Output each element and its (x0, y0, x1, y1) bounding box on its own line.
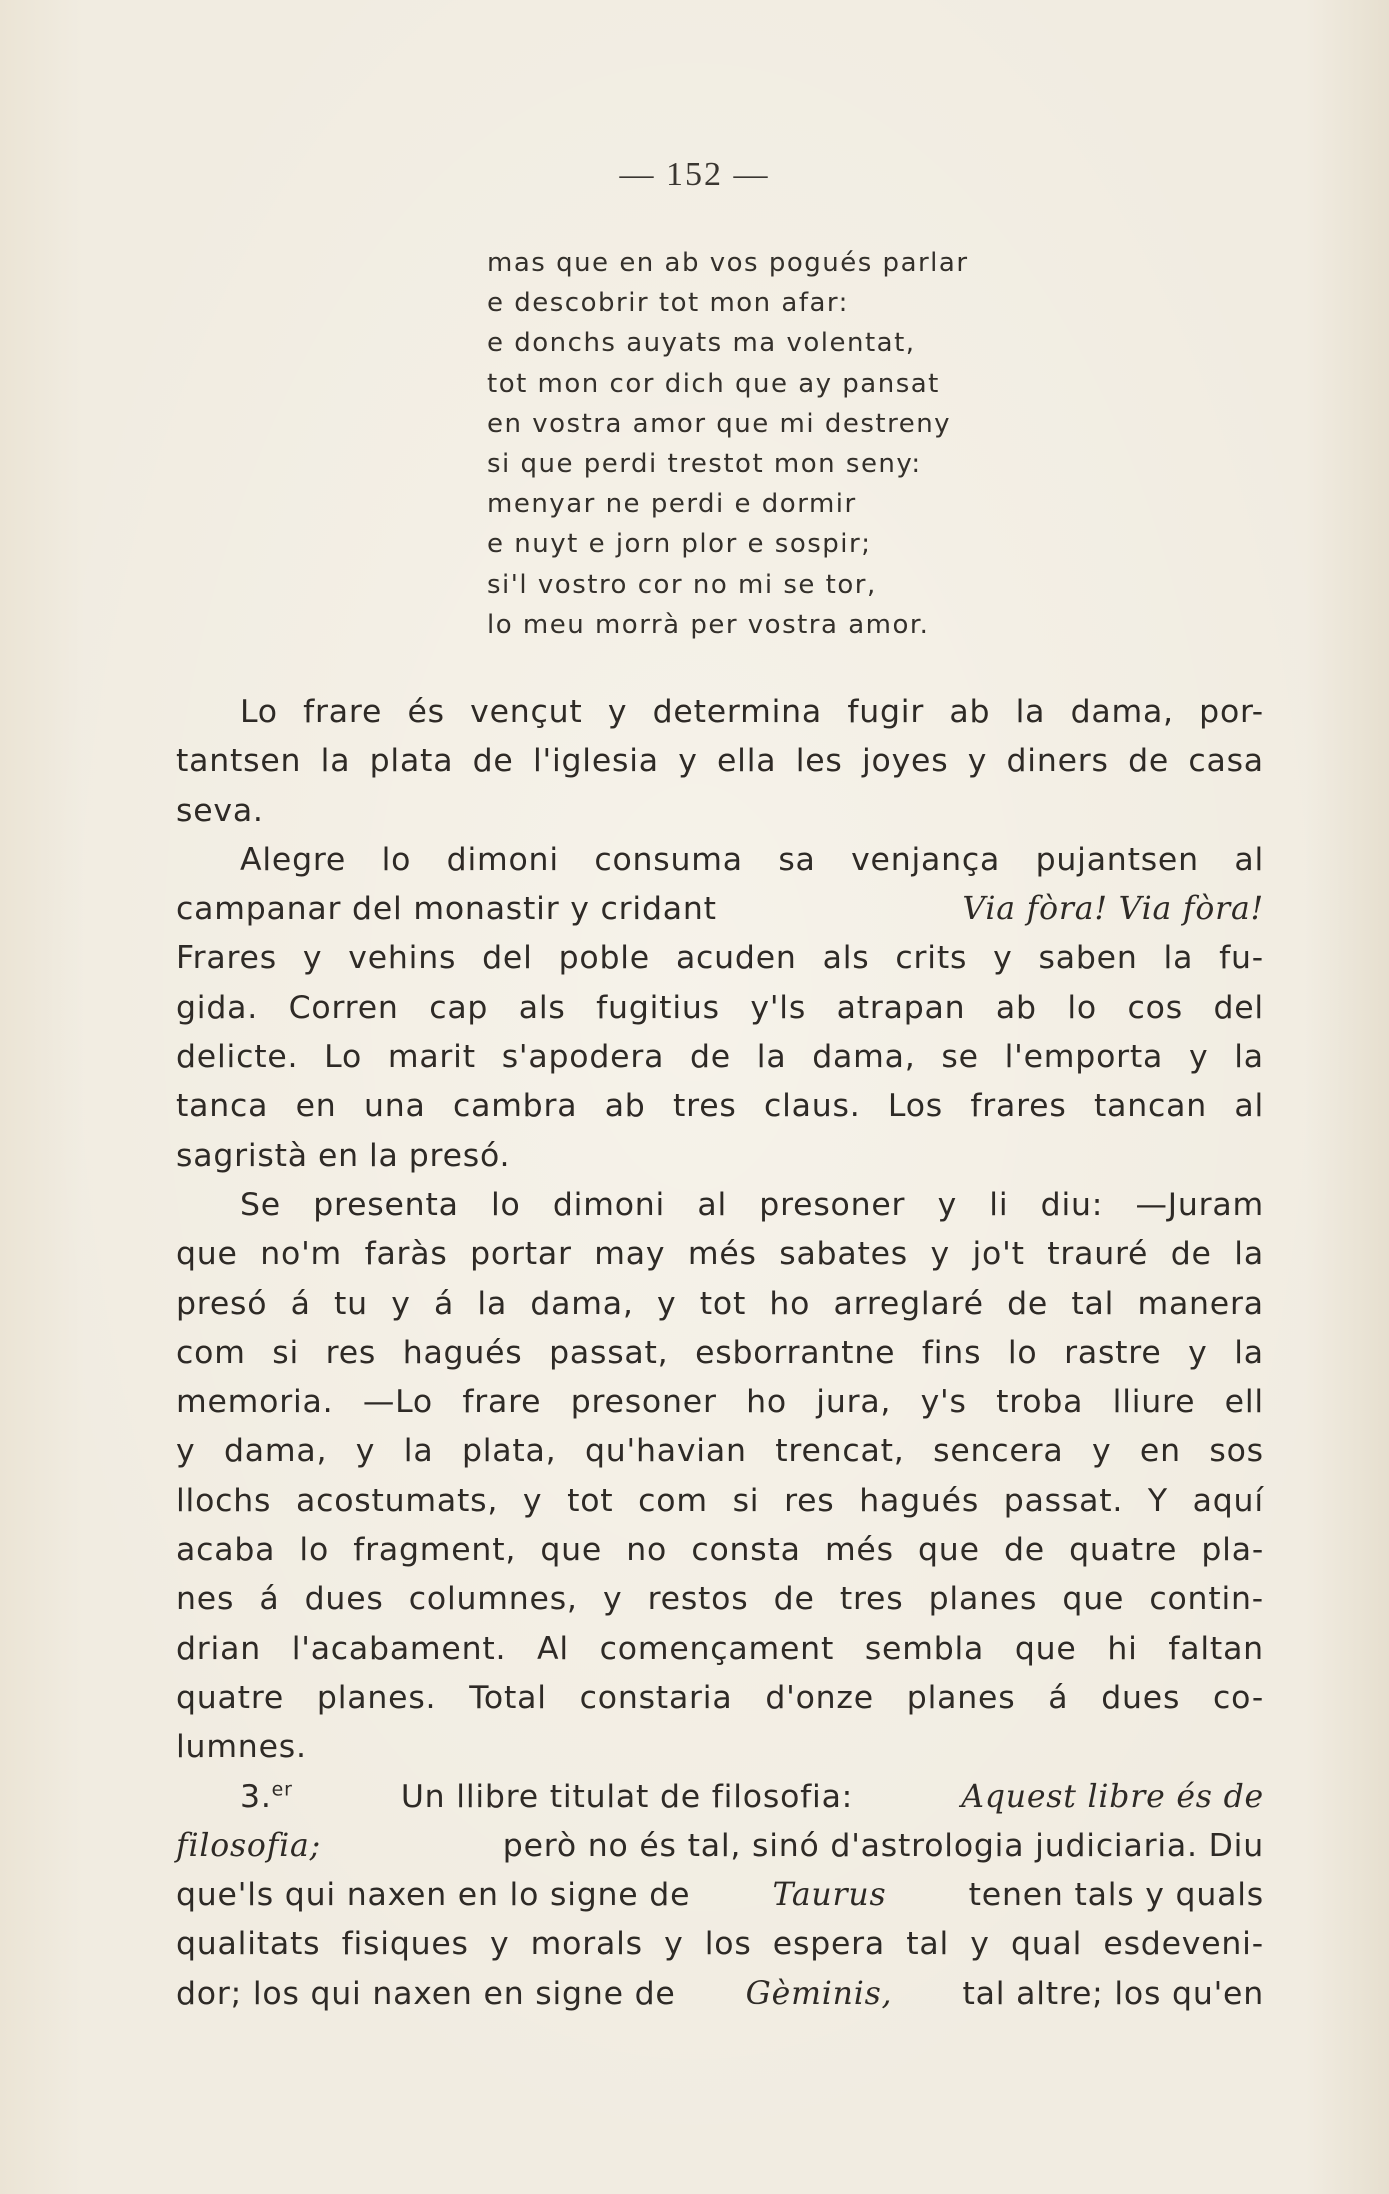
word: l'iglesia (532, 743, 659, 780)
word: y (1188, 1039, 1209, 1076)
text-line (176, 885, 1264, 934)
word: presó (176, 1285, 268, 1322)
word: atrapan (836, 989, 966, 1026)
word: de (472, 743, 514, 780)
word: consuma (594, 841, 743, 878)
word: hagués (402, 1334, 523, 1371)
verse-line: si que perdi trestot mon seny: (487, 449, 922, 480)
word: dama, (530, 1285, 634, 1322)
word: acostumats, (296, 1482, 499, 1519)
word: que (540, 1532, 603, 1569)
word: dues (304, 1581, 384, 1618)
word: és (407, 694, 445, 730)
word: contin- (1149, 1581, 1264, 1618)
word: com (176, 1334, 246, 1371)
word: qu'havian (584, 1433, 747, 1470)
word: y (302, 940, 323, 977)
word: y (602, 1581, 623, 1618)
word: dimoni (552, 1186, 666, 1223)
word: fins (921, 1334, 982, 1371)
word: Se (240, 1186, 281, 1223)
word: si (272, 1334, 300, 1371)
word: planes. (316, 1679, 437, 1716)
word: la (1234, 1334, 1264, 1371)
word: diu: (1040, 1186, 1104, 1223)
word: determina (652, 694, 823, 730)
word: als (518, 989, 566, 1026)
text-run: però no és tal, sinó d'astrologia judiciaria. Diu (502, 1827, 1264, 1864)
word: ella (716, 743, 777, 780)
word: s'apodera (501, 1039, 665, 1076)
text-run: que'ls qui naxen en lo signe de (176, 1877, 691, 1914)
word: tres (672, 1088, 737, 1125)
word: y (664, 1926, 684, 1963)
verse-line: e donchs auyats ma volentat, (487, 328, 916, 359)
word: esdeveni- (1103, 1926, 1264, 1963)
word: pla- (1201, 1532, 1264, 1569)
word: frare (303, 694, 383, 730)
word: tres (839, 1581, 904, 1618)
word: delicte. (176, 1039, 299, 1076)
word: constaria (579, 1679, 733, 1716)
word: trencat, (775, 1433, 905, 1470)
word: la (369, 1137, 399, 1174)
word: y (1091, 1433, 1112, 1470)
word: co- (1213, 1679, 1264, 1716)
word: lo (299, 1532, 330, 1569)
word: y (391, 1285, 411, 1322)
word: qualitats (176, 1926, 321, 1963)
word: quatre (176, 1679, 285, 1716)
word: Total (469, 1679, 547, 1716)
word: que (1014, 1630, 1077, 1667)
italic-run: filosofia; (176, 1827, 322, 1864)
text-run: tal altre; los qu'en (962, 1975, 1264, 2012)
text-line (176, 787, 1264, 836)
word: lumnes. (176, 1729, 307, 1766)
word: res (784, 1482, 835, 1519)
word: Corren (288, 989, 399, 1026)
word: fugitius (596, 989, 720, 1026)
word: de (1128, 743, 1170, 780)
word: vehins (348, 940, 457, 977)
word: hagués (859, 1482, 980, 1519)
word: y (522, 1482, 543, 1519)
word: al (1234, 841, 1264, 878)
word: més (824, 1532, 894, 1569)
word: á (259, 1581, 280, 1618)
text-run: Un llibre titulat de filosofia: (400, 1778, 854, 1815)
word: y'ls (750, 989, 807, 1026)
word: llochs (176, 1482, 272, 1519)
word: y (930, 1236, 950, 1273)
word: ho (769, 1285, 811, 1322)
word: may (594, 1236, 666, 1273)
word: Alegre (240, 841, 347, 878)
text-line (176, 934, 1264, 983)
text-line (176, 1625, 1264, 1674)
text-line (176, 1674, 1264, 1723)
verse-line: lo meu morrà per vostra amor. (487, 609, 930, 640)
word: y (656, 1285, 677, 1322)
text-line (176, 1723, 1264, 1772)
word: fisiques (341, 1926, 469, 1963)
word: á (434, 1285, 455, 1322)
text-run: tenen tals y quals (968, 1877, 1264, 1914)
word: al (1234, 1088, 1264, 1125)
word: restos (647, 1581, 749, 1618)
word: aquí (1192, 1482, 1264, 1519)
word: y (970, 1926, 990, 1963)
word: acuden (675, 940, 797, 977)
word: saben (1038, 940, 1138, 977)
word: frare (462, 1384, 542, 1421)
italic-run: Gèminis, (745, 1975, 893, 2012)
word: més (687, 1236, 757, 1273)
word: sencera (933, 1433, 1064, 1470)
word: Los (887, 1088, 943, 1125)
italic-run: Taurus (772, 1877, 887, 1914)
word: vençut (470, 694, 583, 730)
word: lliure (1112, 1384, 1196, 1421)
word: dimoni (446, 841, 559, 878)
word: plata, (461, 1433, 557, 1470)
word: gida. (176, 989, 259, 1026)
text-line (176, 1280, 1264, 1329)
verse-block (487, 243, 1047, 645)
word: en (317, 1137, 359, 1174)
word: presenta (313, 1186, 459, 1223)
word: dama, (1070, 694, 1174, 730)
word: tal (906, 1926, 950, 1963)
word: cos (1127, 989, 1183, 1026)
text-line (176, 1378, 1264, 1427)
word: y (993, 940, 1013, 977)
word: tot (567, 1482, 614, 1519)
text-line (176, 836, 1264, 885)
italic-run: Aquest libre és de (961, 1778, 1264, 1815)
word: en (295, 1088, 337, 1125)
word: faràs (364, 1236, 448, 1273)
word: y (607, 694, 628, 730)
word: ab (995, 989, 1037, 1026)
word: sabates (779, 1236, 908, 1273)
word: Frares (176, 940, 277, 977)
body-text (176, 688, 1264, 2019)
word: en (1139, 1433, 1181, 1470)
text-line (176, 1822, 1264, 1871)
word: jo't (972, 1236, 1025, 1273)
word: sagristà (176, 1137, 308, 1174)
word: lo (1007, 1334, 1038, 1371)
word: lo (490, 1186, 521, 1223)
word: dama, (223, 1433, 328, 1470)
word: sembla (864, 1630, 985, 1667)
word: faltan (1168, 1630, 1264, 1667)
word: crits (895, 940, 968, 977)
word: lo (381, 841, 412, 878)
text-line (176, 1132, 1264, 1181)
word: la (1234, 1236, 1264, 1273)
verse-line: tot mon cor dich que ay pansat (487, 368, 940, 399)
text-line (176, 1033, 1264, 1082)
word: la (403, 1433, 434, 1470)
word: del (482, 940, 533, 977)
verse-line: menyar ne perdi e dormir (487, 489, 857, 520)
word: columnes, (408, 1581, 578, 1618)
word: se (941, 1039, 979, 1076)
word: y (967, 743, 988, 780)
word: dues (1101, 1679, 1181, 1716)
word: tancan (1093, 1088, 1207, 1125)
word: començament (599, 1630, 835, 1667)
word: y (678, 743, 698, 780)
word: la (477, 1285, 508, 1322)
word: portar (470, 1236, 572, 1273)
word: memoria. (176, 1384, 334, 1421)
text-line (176, 1970, 1264, 2019)
italic-run: Via fòra! Via fòra! (962, 891, 1264, 928)
word: que (176, 1236, 238, 1273)
word: Lo (240, 694, 278, 730)
text-line (176, 1082, 1264, 1131)
word: y (489, 1926, 510, 1963)
word: tal (1071, 1285, 1115, 1322)
word: que (1062, 1581, 1125, 1618)
word: jura, (816, 1384, 892, 1421)
word: planes (906, 1679, 1016, 1716)
word: cap (429, 989, 489, 1026)
word: si (732, 1482, 760, 1519)
word: Lo (324, 1039, 363, 1076)
word: ab (604, 1088, 646, 1125)
word: com (638, 1482, 708, 1519)
word: passat. (1003, 1482, 1124, 1519)
word: pujantsen (1035, 841, 1199, 878)
word: marit (387, 1039, 476, 1076)
word: al (697, 1186, 728, 1223)
verse-line: si'l vostro cor no mi se tor, (487, 569, 877, 600)
word: trauré (1047, 1236, 1149, 1273)
word: la (1015, 694, 1046, 730)
word: troba (996, 1384, 1084, 1421)
word: tantsen (176, 743, 302, 780)
word: á (290, 1285, 311, 1322)
word: consta (691, 1532, 801, 1569)
word: y (937, 1186, 958, 1223)
word: por- (1199, 694, 1264, 730)
word: la (1163, 940, 1194, 977)
text-run: dor; los qui naxen en signe de (176, 1975, 676, 2012)
word: qual (1010, 1926, 1083, 1963)
text-line (176, 688, 1264, 737)
word: res (325, 1334, 377, 1371)
verse-line: en vostra amor que mi destreny (487, 408, 952, 439)
word: ab (949, 694, 991, 730)
word: los (704, 1926, 752, 1963)
word: una (363, 1088, 426, 1125)
word: tot (699, 1285, 747, 1322)
word: frares (970, 1088, 1067, 1125)
word: del (1213, 989, 1264, 1026)
word: —Lo (362, 1384, 433, 1421)
word: poble (558, 940, 650, 977)
word: venjança (851, 841, 1001, 878)
word: de (1003, 1532, 1045, 1569)
word: fragment, (353, 1532, 517, 1569)
word: fugir (847, 694, 925, 730)
word: joyes (861, 743, 949, 780)
word: plata (369, 743, 454, 780)
word: manera (1137, 1285, 1264, 1322)
word: ho (746, 1384, 787, 1421)
verse-line: e descobrir tot mon afar: (487, 288, 849, 319)
word: la (320, 743, 351, 780)
word: dama, (812, 1039, 916, 1076)
text-line (176, 1920, 1264, 1969)
text-line (176, 1181, 1264, 1230)
word: sos (1209, 1433, 1264, 1470)
word: Y (1147, 1482, 1168, 1519)
word: no (626, 1532, 668, 1569)
word: á (1048, 1679, 1069, 1716)
word: de (1170, 1236, 1212, 1273)
text-line (176, 1230, 1264, 1279)
word: y (176, 1433, 196, 1470)
word: passat, (549, 1334, 669, 1371)
text-line (176, 984, 1264, 1033)
text-line (176, 1575, 1264, 1624)
word: esborrantne (695, 1334, 896, 1371)
word: la (1234, 1039, 1264, 1076)
word: ell (1224, 1384, 1264, 1421)
word: d'onze (765, 1679, 874, 1716)
word: —Juram (1135, 1186, 1264, 1223)
list-number: 3.$^{er}$ (240, 1778, 293, 1815)
word: acaba (176, 1532, 276, 1569)
word: seva. (176, 792, 264, 829)
text-line (176, 737, 1264, 786)
word: la (756, 1039, 787, 1076)
word: presoner (759, 1186, 906, 1223)
word: y (1188, 1334, 1208, 1371)
text-line (176, 1477, 1264, 1526)
word: als (822, 940, 870, 977)
word: rastre (1064, 1334, 1162, 1371)
word: tu (334, 1285, 368, 1322)
word: de (773, 1581, 815, 1618)
word: quatre (1069, 1532, 1178, 1569)
word: que (918, 1532, 980, 1569)
word: cambra (452, 1088, 578, 1125)
word: diners (1006, 743, 1109, 780)
text-run: campanar del monastir y cridant (176, 891, 717, 928)
word: presoner (570, 1384, 717, 1421)
text-line (176, 1526, 1264, 1575)
word: sa (778, 841, 816, 878)
word: arreglaré (833, 1285, 984, 1322)
text-line (176, 1427, 1264, 1476)
word: casa (1188, 743, 1264, 780)
word: espera (772, 1926, 886, 1963)
text-line (176, 1329, 1264, 1378)
word: y (355, 1433, 376, 1470)
word: tanca (176, 1088, 269, 1125)
word: drian (176, 1630, 261, 1667)
word: nes (176, 1581, 235, 1618)
word: Al (537, 1630, 569, 1667)
word: planes (928, 1581, 1038, 1618)
word: fu- (1219, 940, 1264, 977)
verse-line: e nuyt e jorn plor e sospir; (487, 529, 872, 560)
text-line (176, 1773, 1264, 1822)
word: de (690, 1039, 731, 1076)
word: les (795, 743, 843, 780)
word: l'emporta (1004, 1039, 1164, 1076)
word: presó. (408, 1137, 511, 1174)
word: claus. (763, 1088, 861, 1125)
text-line (176, 1871, 1264, 1920)
word: li (989, 1186, 1009, 1223)
word: no'm (260, 1236, 343, 1273)
word: morals (530, 1926, 643, 1963)
word: de (1007, 1285, 1049, 1322)
page-number: — 152 — (619, 156, 770, 193)
verse-line: mas que en ab vos pogués parlar (487, 248, 969, 278)
word: hi (1107, 1630, 1138, 1667)
word: l'acabament. (291, 1630, 507, 1667)
word: lo (1067, 989, 1097, 1026)
word: y's (920, 1384, 967, 1421)
